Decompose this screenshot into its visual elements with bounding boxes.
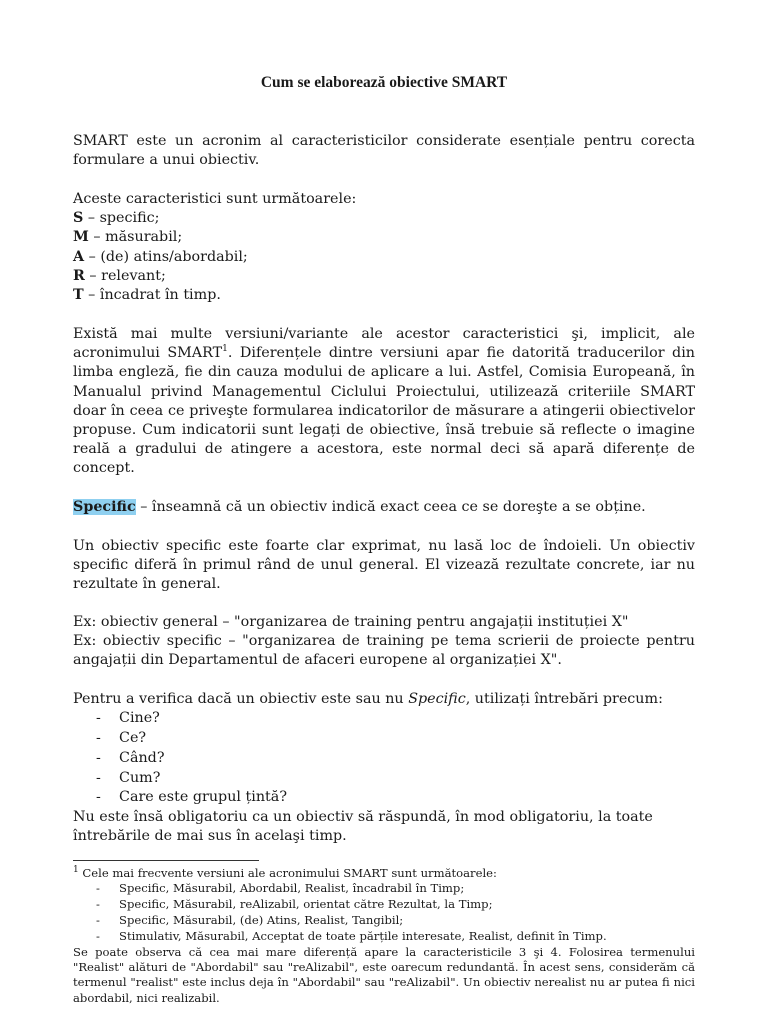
verify-emphasis: Specific [408,691,466,707]
example-general: Ex: obiectiv general – "organizarea de training pentru angajații instituției X" [73,614,629,630]
footnote-item: - Specific, Măsurabil, (de) Atins, Realist, Tangibil; [73,913,695,929]
letter-text: – încadrat în timp. [83,287,221,304]
obligatory-note: Nu este însă obligatoriu ca un obiectiv să răspundă, în mod obligatoriu, la toate întrebările de mai sus în acelaşi timp. [73,809,653,845]
examples [73,613,695,671]
footnote-item: - Stimulativ, Măsurabil, Acceptat de toate părțile interesate, Realist, definit în Timp. [73,929,695,945]
footnote-intro [73,866,695,881]
letter-text: – relevant; [84,267,166,284]
versions-text-2: . Diferențele dintre versiuni apar fie datorită traducerilor din limba engleză, fie din cauza modului de aplicare a lui. Astfel, Comisia Europeană, în Manualul privind Managementul Ciclului Proiectului, utilizează criteriile SMART doar în ceea ce priveşte formularea indicatorilor de măsurare a atingerii obiectivelor propuse. Cum indicatorii sunt legați de obiective, însă trebuie să reflecte o imagine reală a gradului de atingere a acestora, este normal deci să apară diferențe de concept. [73,345,695,477]
letter-text: – (de) atins/abordabil; [84,248,248,265]
footnote-separator [73,860,259,861]
footnote-item: - Specific, Măsurabil, Abordabil, Realist, încadrabil în Timp; [73,881,695,897]
versions-text-1: Există mai multe versiuni/variante ale acestor caracteristici şi, implicit, ale acronimului SMART [73,326,695,362]
question-item: - Cum? [73,769,695,789]
verify-text-2: , utilizați întrebări precum: [465,691,663,707]
verify-intro [73,690,695,709]
letter: T [73,287,84,304]
letter: A [73,248,85,265]
question-item: - Ce? [73,729,695,749]
specific-definition [73,498,695,517]
footnote [73,866,695,1006]
list-item [73,209,695,228]
footnote-item: - Specific, Măsurabil, reAlizabil, orientat către Rezultat, la Timp; [73,897,695,913]
page-title: Cum se elaborează obiective SMART [260,74,508,91]
footnote-closing: Se poate observa că cea mai mare diferență apare la caracteristicile 3 şi 4. Folosirea termenului "Realist" alături de "Abordabil" sau "reAlizabil", este oarecum redundantă. În acest sens, considerăm că termenul "realist" este inclus deja în "Abordabil" sau "reAlizabil". Un obiectiv nerealist nu ar putea fi nici abordabil, nici realizabil. [73,944,695,1005]
specific-paragraph: Un obiectiv specific este foarte clar exprimat, nu lasă loc de îndoieli. Un obiectiv specific diferă în primul rând de unul general. El vizează rezultate concrete, iar nu rezultate în general. [73,538,695,593]
letter: M [73,229,89,246]
footnote-number: 1 [73,865,79,876]
list-intro: Aceste caracteristici sunt următoarele: [73,191,357,207]
list-item [73,286,695,305]
verify-text-1: Pentru a verifica dacă un obiectiv este sau nu [73,691,409,707]
letter-text: – măsurabil; [88,229,183,246]
letter: R [73,267,85,284]
footnote-ref[interactable]: 1 [222,344,228,355]
verify-section [73,690,695,847]
letter: S [73,210,84,227]
specific-highlight: Specific [73,499,136,515]
list-item [73,267,695,286]
question-item: - Care este grupul țintă? [73,788,695,808]
example-specific: Ex: obiectiv specific – "organizarea de training pe tema scrierii de proiecte pentru angajații din Departamentul de afaceri europene al organizației X". [73,633,695,669]
intro-paragraph: SMART este un acronim al caracteristicilor considerate esențiale pentru corecta formulare a unui obiectiv. [73,133,695,169]
list-item [73,228,695,247]
letter-text: – specific; [83,210,160,227]
list-item [73,248,695,267]
characteristics-list [73,190,695,305]
footnote-list [73,881,695,944]
question-list [73,709,695,808]
specific-definition-text: – înseamnă că un obiectiv indică exact ceea ce se doreşte a se obține. [135,499,646,515]
question-item: - Cine? [73,709,695,729]
footnote-intro-text: Cele mai frecvente versiuni ale acronimului SMART sunt următoarele: [78,866,497,880]
versions-paragraph [73,325,695,479]
question-item: - Când? [73,749,695,769]
